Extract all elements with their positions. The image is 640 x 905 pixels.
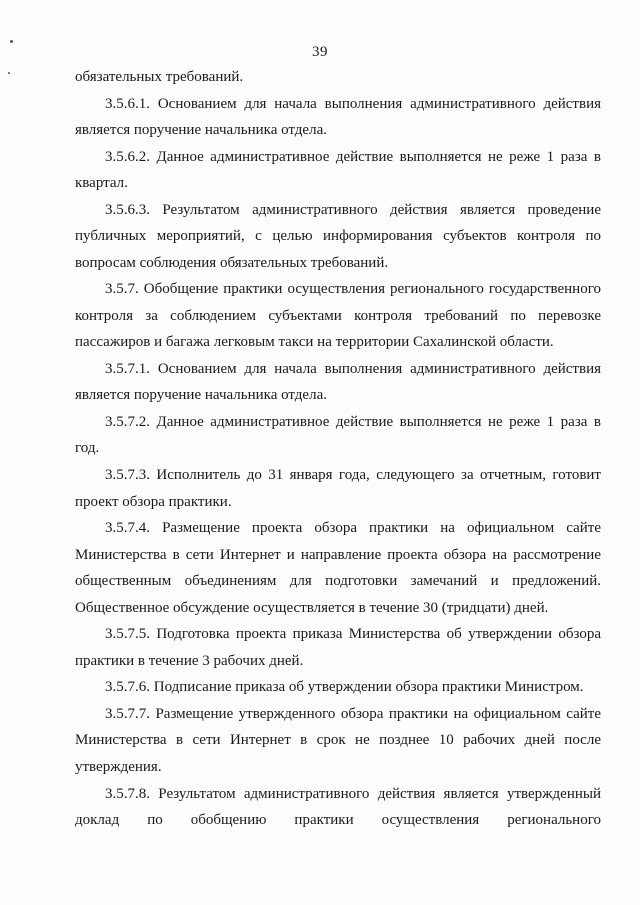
- document-body: [75, 64, 601, 834]
- paragraph: 3.5.7.2. Данное административное действие выполняется не реже 1 раза в год.: [75, 414, 601, 457]
- paragraph: 3.5.7.5. Подготовка проекта приказа Министерства об утверждении обзора практики в течение 3 рабочих дней.: [75, 626, 601, 669]
- scan-speck: [8, 72, 10, 74]
- paragraph: обязательных требований.: [75, 69, 244, 85]
- paragraph: 3.5.6.3. Результатом административного действия является проведение публичных мероприятий, с целью информирования субъектов контроля по вопросам соблюдения обязательных требований.: [75, 201, 601, 271]
- paragraph: 3.5.7.6. Подписание приказа об утверждении обзора практики Министром.: [105, 679, 584, 696]
- paragraph: 3.5.7.7. Размещение утвержденного обзора практики на официальном сайте Министерства в сети Интернет в срок не позднее 10 рабочих дней после утверждения.: [75, 706, 601, 775]
- paragraph: 3.5.7.3. Исполнитель до 31 января года, следующего за отчетным, готовит проект обзора практики.: [75, 467, 601, 510]
- paragraph: 3.5.7.4. Размещение проекта обзора практики на официальном сайте Министерства в сети Интернет и направление проекта обзора на рассмотрение общественным объединениям для подготовки замечаний и предложений. Общественное обсуждение осуществляется в течение 30 (тридцати) дней.: [75, 520, 601, 616]
- paragraph: 3.5.7. Обобщение практики осуществления регионального государственного контроля за соблюдением субъектами контроля требований по перевозке пассажиров и багажа легковым такси на территории Сахалинской области.: [75, 281, 601, 351]
- paragraph: 3.5.6.2. Данное административное действие выполняется не реже 1 раза в квартал.: [75, 148, 601, 192]
- paragraph: 3.5.7.1. Основанием для начала выполнения административного действия является поручение начальника отдела.: [75, 360, 601, 404]
- paragraph: 3.5.6.1. Основанием для начала выполнения административного действия является поручение начальника отдела.: [75, 95, 601, 139]
- page-number: 39: [312, 44, 328, 60]
- paragraph: 3.5.7.8. Результатом административного действия является утвержденный доклад по обобщению практики осуществления регионального: [75, 785, 601, 828]
- scan-speck: [10, 40, 13, 43]
